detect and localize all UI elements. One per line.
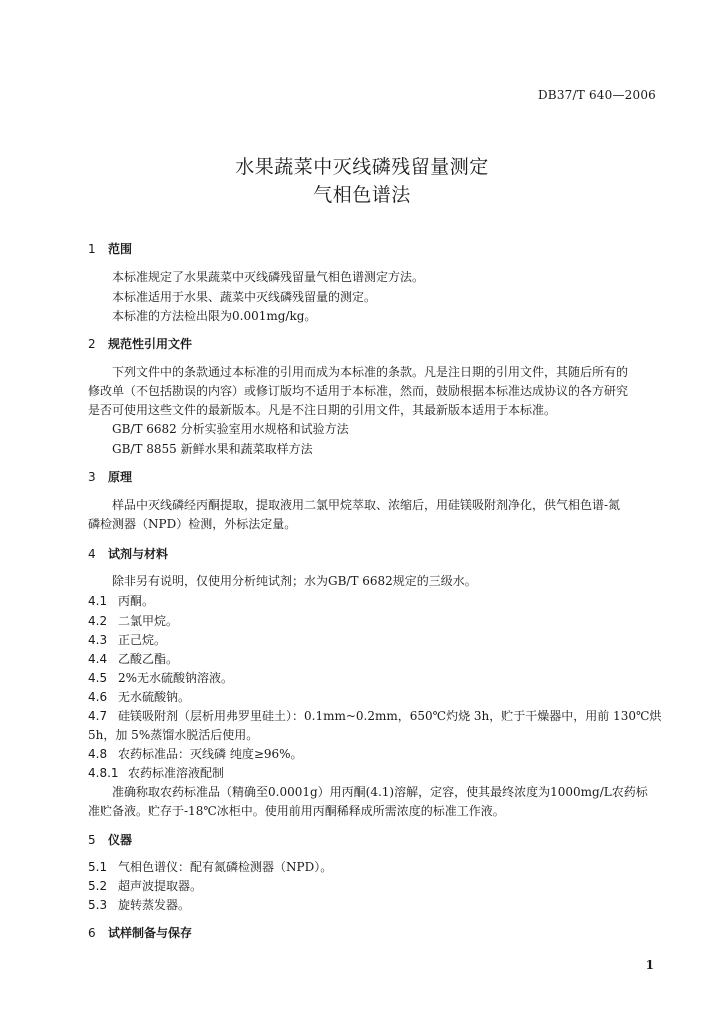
clause-text: 二氯甲烷。 [118,614,179,628]
clause-4-8-1 [88,764,224,781]
section-title: 原理 [108,470,133,484]
normative-text-line: 是否可使用这些文件的最新版本。凡是不注日期的引用文件，其最新版本适用于本标准。 [88,403,557,417]
clause-number: 5.1 [88,860,108,874]
clause-4-7-continued: 5h，加 5%蒸馏水脱活后使用。 [88,728,259,742]
clause-4-5 [88,669,233,686]
clause-number: 4.3 [88,633,108,647]
clause-number: 4.8 [88,747,108,761]
clause-4-8 [88,745,303,762]
clause-number: 4.2 [88,614,108,628]
clause-5-3 [88,896,190,913]
standard-solution-text-line: 准确称取农药标准品（精确至0.0001g）用丙酮(4.1)溶解，定容，使其最终浓度为1000mg/L农药标 [112,785,648,799]
principle-text-line: 样品中灭线磷经丙酮提取，提取液用二氯甲烷萃取、浓缩后，用硅镁吸附剂净化，供气相色谱-氮 [112,498,621,512]
reagents-intro: 除非另有说明，仅使用分析纯试剂；水为GB/T 6682规定的三级水。 [112,574,477,588]
section-1-heading [88,240,132,257]
clause-number: 4.7 [88,709,108,723]
clause-number: 4.5 [88,671,108,685]
section-number: 4 [88,547,96,561]
scope-paragraph-3: 本标准的方法检出限为0.001mg/kg。 [112,309,317,323]
standard-code: DB37/T 640—2006 [537,88,656,102]
section-title: 试剂与材料 [108,547,169,561]
section-title: 仪器 [108,833,133,847]
section-title: 范围 [108,242,133,256]
clause-text: 农药标准品：灭线磷 纯度≥96%。 [118,747,303,761]
principle-text-line: 磷检测器（NPD）检测，外标法定量。 [88,517,297,531]
clause-text: 丙酮。 [118,594,155,608]
clause-text: 气相色谱仪：配有氮磷检测器（NPD）。 [118,860,333,874]
normative-text-line: 修改单（不包括勘误的内容）或修订版均不适用于本标准，然而，鼓励根据本标准达成协议的各方研究 [88,384,629,398]
clause-4-2 [88,612,178,629]
clause-number: 4.8.1 [88,766,119,780]
clause-text: 农药标准溶液配制 [128,766,225,780]
clause-4-7 [88,707,661,724]
clause-number: 4.6 [88,690,108,704]
document-title: 水果蔬菜中灭线磷残留量测定 [235,156,489,178]
section-3-heading [88,468,132,485]
clause-number: 4.1 [88,594,108,608]
clause-4-6 [88,688,190,705]
clause-text: 硅镁吸附剂（层析用弗罗里硅土）：0.1mm~0.2mm，650℃灼烧 3h，贮于干燥器中，用前 130℃烘 [118,709,662,723]
clause-5-1 [88,858,332,875]
section-number: 1 [88,242,96,256]
clause-number: 5.3 [88,898,108,912]
document-subtitle: 气相色谱法 [313,184,411,206]
scope-paragraph-2: 本标准适用于水果、蔬菜中灭线磷残留量的测定。 [112,290,377,304]
clause-text: 超声波提取器。 [118,879,203,893]
clause-text: 旋转蒸发器。 [118,898,191,912]
page-number: 1 [645,958,654,972]
scope-paragraph-1: 本标准规定了水果蔬菜中灭线磷残留量气相色谱测定方法。 [112,270,425,284]
clause-text: 2%无水硫酸钠溶液。 [118,671,234,685]
standard-solution-text-line: 准贮备液。贮存于-18℃冰柜中。使用前用丙酮稀释成所需浓度的标准工作液。 [88,804,505,818]
clause-text: 正己烷。 [118,633,167,647]
clause-number: 5.2 [88,879,108,893]
clause-5-2 [88,877,202,894]
section-5-heading [88,831,132,848]
section-number: 3 [88,470,96,484]
clause-4-3 [88,631,166,648]
section-title: 规范性引用文件 [108,337,193,351]
section-4-heading [88,545,168,562]
section-6-heading [88,924,192,941]
reference-item: GB/T 6682 分析实验室用水规格和试验方法 [112,422,349,436]
clause-4-1 [88,592,154,609]
clause-text: 无水硫酸钠。 [118,690,191,704]
section-number: 5 [88,833,96,847]
section-number: 2 [88,337,96,351]
reference-item: GB/T 8855 新鲜水果和蔬菜取样方法 [112,442,313,456]
clause-4-4 [88,650,178,667]
normative-text-line: 下列文件中的条款通过本标准的引用而成为本标准的条款。凡是注日期的引用文件，其随后所有的 [112,365,629,379]
clause-number: 4.4 [88,652,108,666]
section-title: 试样制备与保存 [108,926,193,940]
clause-text: 乙酸乙酯。 [118,652,179,666]
section-number: 6 [88,926,96,940]
section-2-heading [88,335,192,352]
